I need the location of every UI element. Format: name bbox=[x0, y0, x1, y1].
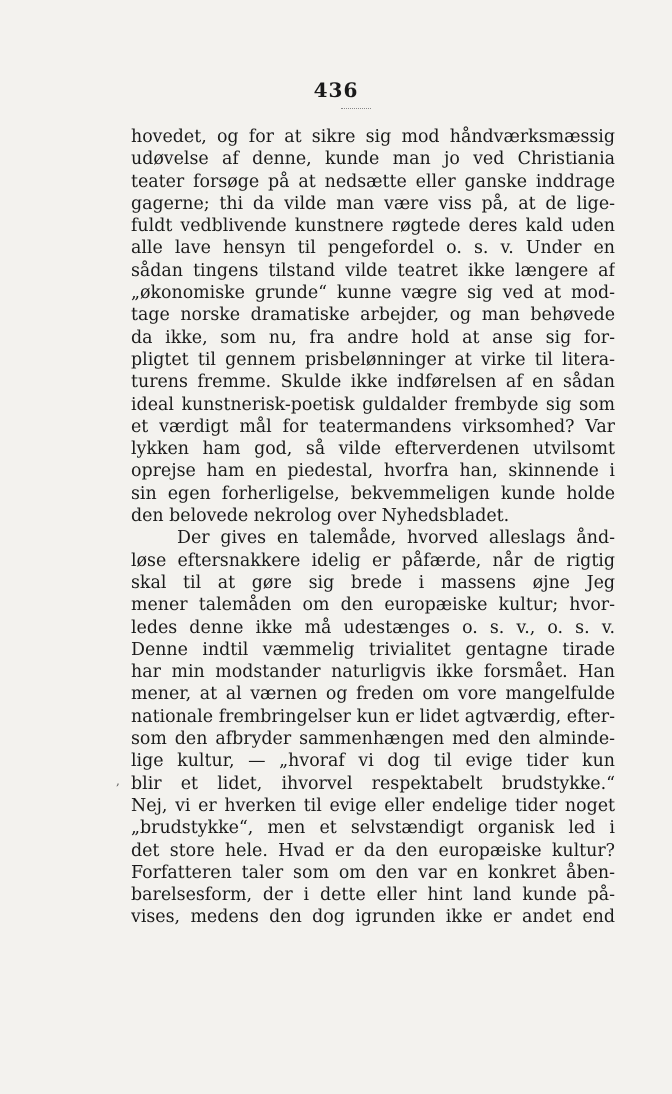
text-line: Forfatteren taler som om den var en konkret åben- bbox=[131, 862, 615, 883]
text-line: „økonomiske grunde“ kunne vægre sig ved at mod- bbox=[131, 283, 615, 304]
text-line: mener talemåden om den europæiske kultur; hvor- bbox=[131, 595, 615, 616]
text-line: lykken ham god, så vilde efterverdenen utvilsomt bbox=[131, 439, 615, 460]
paragraph-start-line: Der gives en talemåde, hvorved alleslags ånd- bbox=[177, 528, 615, 549]
text-line: har min modstander naturligvis ikke forsmået. Han bbox=[131, 662, 615, 683]
text-line: løse eftersnakkere idelig er påfærde, når de rigtig bbox=[131, 550, 615, 571]
text-line: vises, medens den dog igrunden ikke er andet end bbox=[131, 907, 615, 928]
text-line: et værdigt mål for teatermandens virksomhed? Var bbox=[131, 416, 615, 437]
text-line: tage norske dramatiske arbejder, og man behøvede bbox=[131, 305, 615, 326]
text-line: „brudstykke“, men et selvstændigt organisk led i bbox=[131, 818, 615, 839]
text-line: udøvelse af denne, kunde man jo ved Christiania bbox=[131, 149, 615, 170]
text-line: mener, at al værnen og freden om vore mangelfulde bbox=[131, 684, 615, 705]
paragraph-end-line: den belovede nekrolog over Nyhedsbladet. bbox=[131, 506, 510, 527]
text-line: ideal kunstnerisk-poetisk guldalder frembyde sig som bbox=[131, 394, 615, 415]
text-line: skal til at gøre sig brede i massens øjne Jeg bbox=[131, 572, 615, 593]
text-line: hovedet, og for at sikre sig mod håndværksmæssig bbox=[131, 127, 615, 147]
text-line: alle lave hensyn til pengefordel o. s. v. Under en bbox=[131, 238, 615, 259]
text-line: lige kultur, — „hvoraf vi dog til evige tider kun bbox=[131, 751, 615, 772]
text-line: sådan tingens tilstand vilde teatret ikke længere af bbox=[131, 260, 615, 281]
text-line: gagerne; thi da vilde man være viss på, at de lige- bbox=[131, 193, 615, 214]
text-line: fuldt vedblivende kunstnere røgtede deres kald uden bbox=[131, 216, 615, 237]
text-line: Nej, vi er hverken til evige eller endelige tider noget bbox=[131, 795, 615, 816]
text-line: Denne indtil væmmelig trivialitet gentagne tirade bbox=[131, 639, 615, 660]
text-line: turens fremme. Skulde ikke indførelsen af en sådan bbox=[131, 372, 615, 393]
text-line: oprejse ham en piedestal, hvorfra han, skinnende i bbox=[131, 461, 615, 482]
text-line: blir et lidet, ihvorvel respektabelt brudstykke.“ bbox=[131, 773, 615, 794]
text-line: det store hele. Hvad er da den europæiske kultur? bbox=[131, 840, 615, 861]
page-number: 436 bbox=[313, 78, 359, 102]
text-line: pligtet til gennem prisbelønninger at virke til litera- bbox=[131, 349, 615, 370]
text-line: barelsesform, der i dette eller hint land kunde på- bbox=[131, 885, 615, 906]
page-number-rule bbox=[341, 108, 371, 109]
text-line: sin egen forherligelse, bekvemmeligen kunde holde bbox=[131, 483, 615, 504]
text-line: ledes denne ikke må udestænges o. s. v., o. s. v. bbox=[131, 617, 615, 638]
text-line: teater forsøge på at nedsætte eller ganske inddrage bbox=[131, 171, 615, 192]
text-line: da ikke, som nu, fra andre hold at anse sig for- bbox=[131, 327, 615, 348]
body-text bbox=[131, 126, 615, 929]
text-line: nationale frembringelser kun er lidet agtværdig, efter- bbox=[131, 706, 615, 727]
margin-mark: , bbox=[116, 774, 120, 788]
text-line: som den afbryder sammenhængen med den alminde- bbox=[131, 729, 615, 750]
